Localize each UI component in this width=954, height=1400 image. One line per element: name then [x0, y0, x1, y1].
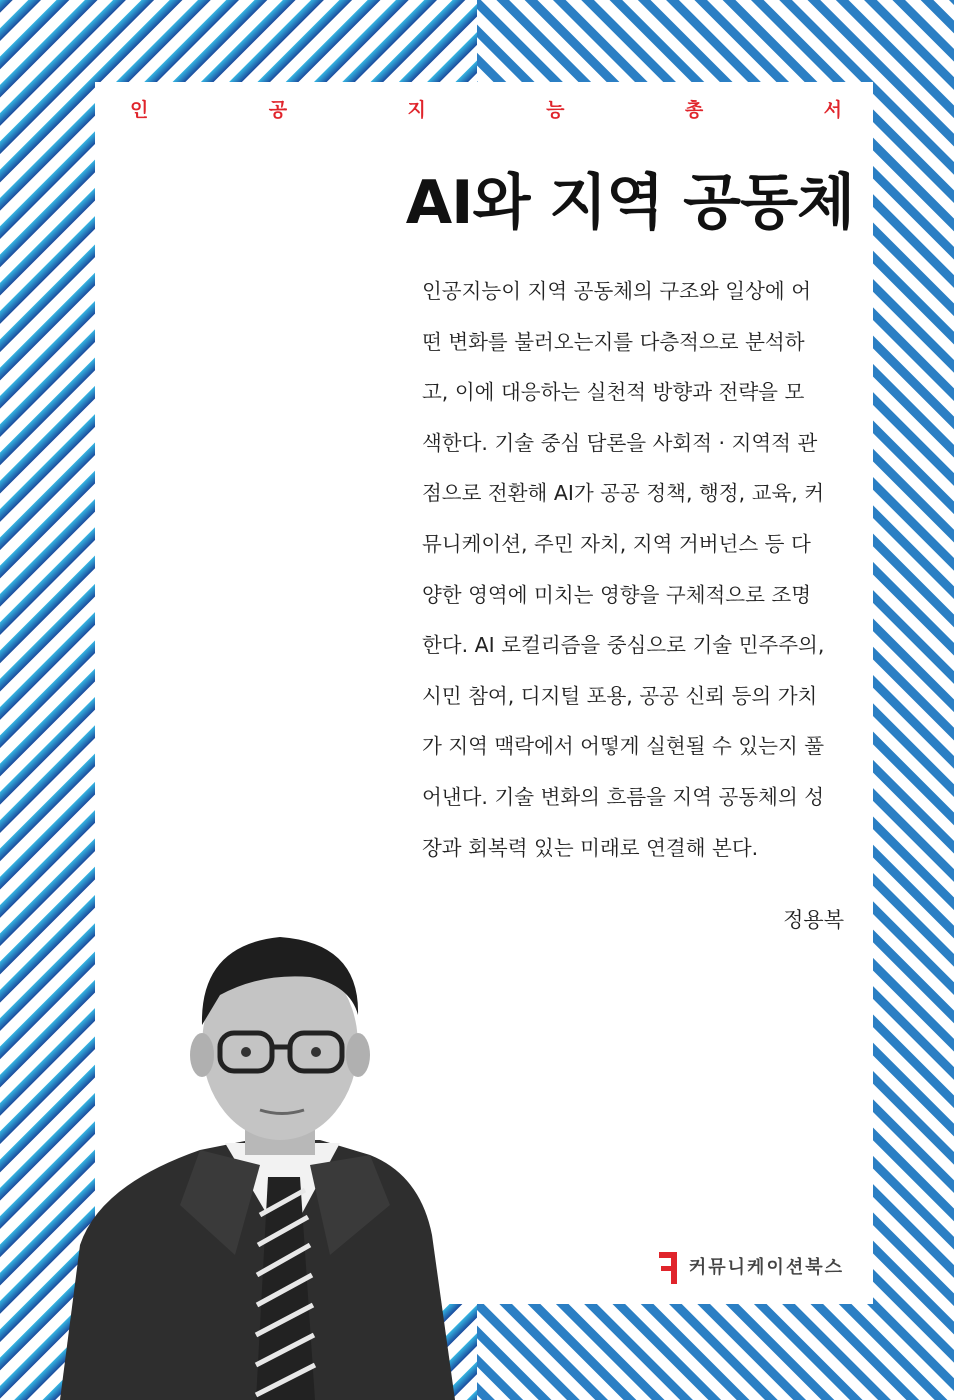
description-line: 장과 회복력 있는 미래로 연결해 본다. [422, 835, 759, 860]
description-line: 색한다. 기술 중심 담론을 사회적 · 지역적 관 [422, 430, 818, 455]
book-description [422, 266, 852, 873]
series-char: 인 [130, 99, 149, 121]
publisher-logo [659, 1250, 844, 1286]
description-line: 떤 변화를 불러오는지를 다층적으로 분석하 [422, 329, 805, 354]
description-line: 뮤니케이션, 주민 자치, 지역 거버넌스 등 다 [422, 531, 811, 556]
description-line: 어낸다. 기술 변화의 흐름을 지역 공동체의 성 [422, 784, 825, 809]
publisher-mark-icon [659, 1250, 681, 1286]
description-line: 한다. AI 로컬리즘을 중심으로 기술 민주주의, [422, 633, 825, 658]
description-line: 양한 영역에 미치는 영향을 구체적으로 조명 [422, 582, 812, 607]
series-char: 공 [268, 99, 288, 121]
series-char: 총 [684, 99, 704, 121]
author-photo [60, 915, 480, 1400]
author-name: 정용복 [783, 908, 844, 932]
series-char: 능 [546, 99, 565, 121]
series-char: 서 [823, 99, 842, 121]
series-label [130, 96, 842, 124]
description-line: 인공지능이 지역 공동체의 구조와 일상에 어 [422, 279, 812, 303]
description-line: 점으로 전환해 AI가 공공 정책, 행정, 교육, 커 [422, 481, 825, 506]
book-title: AI와 지역 공동체 [405, 168, 854, 238]
description-line: 가 지역 맥락에서 어떻게 실현될 수 있는지 풀 [422, 734, 825, 759]
description-line: 고, 이에 대응하는 실천적 방향과 전략을 모 [422, 380, 805, 405]
publisher-name: 커뮤니케이션북스 [688, 1257, 844, 1278]
series-char: 지 [407, 99, 426, 121]
description-line: 시민 참여, 디지털 포용, 공공 신뢰 등의 가치 [422, 683, 818, 708]
